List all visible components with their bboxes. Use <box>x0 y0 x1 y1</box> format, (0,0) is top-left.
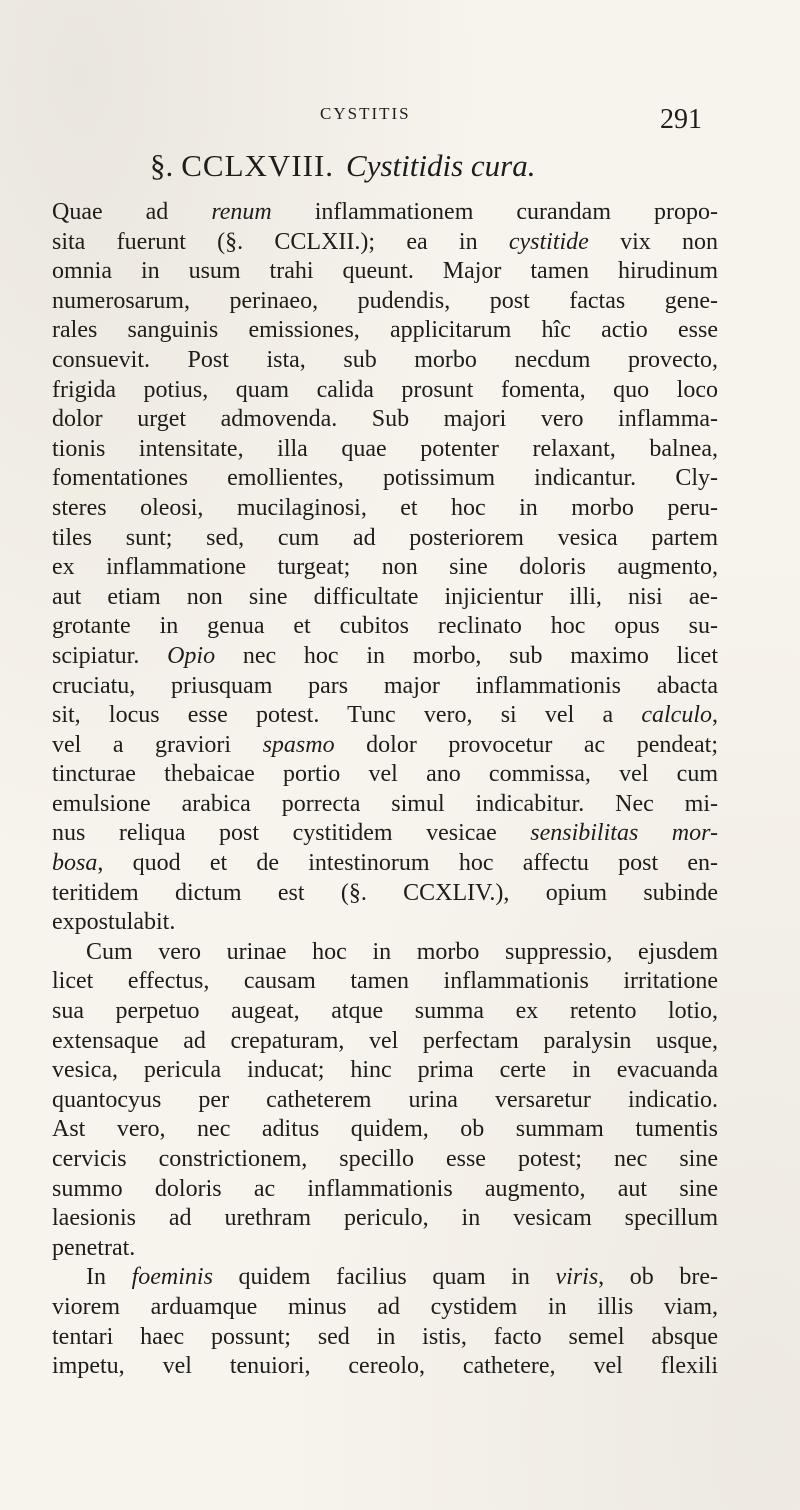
text-line <box>52 1352 718 1382</box>
text-run: In <box>86 1264 132 1291</box>
italic-text: renum <box>211 199 272 225</box>
text-run: summo doloris ac inflammationis augmento, aut sine <box>52 1175 718 1202</box>
text-line <box>52 376 718 406</box>
text-run: sita fuerunt (§. CCLXII.); ea in <box>52 228 509 255</box>
text-line <box>52 879 718 909</box>
text-run: frigida potius, quam calida prosunt fomenta, quo loco <box>52 376 718 403</box>
text-run: tentari haec possunt; sed in istis, facto semel absque <box>52 1323 718 1350</box>
text-line <box>52 583 718 613</box>
text-run: steres oleosi, mucilaginosi, et hoc in morbo peru- <box>52 494 718 521</box>
text-line <box>52 1115 718 1145</box>
text-run: emulsione arabica porrecta simul indicabitur. Nec mi- <box>52 790 718 817</box>
text-run: Quae ad <box>52 199 212 225</box>
text-run: rales sanguinis emissiones, applicitarum hîc actio esse <box>52 317 718 344</box>
text-run: nec hoc in morbo, sub maximo licet <box>215 642 718 669</box>
text-run: inflammationem curandam propo- <box>271 199 718 225</box>
text-line <box>52 672 718 702</box>
text-run: fomentationes emollientes, potissimum indicantur. Cly- <box>52 465 718 492</box>
text-line <box>52 731 718 761</box>
text-run: ex inflammatione turgeat; non sine doloris augmento, <box>52 554 718 581</box>
text-run: vel a graviori <box>52 731 263 758</box>
italic-text: calculo <box>641 702 712 729</box>
text-run: vix non <box>588 228 718 255</box>
text-line <box>52 553 718 583</box>
text-line <box>52 494 718 524</box>
italic-text: bosa <box>52 850 98 877</box>
text-line <box>52 760 718 790</box>
text-line <box>52 1056 718 1086</box>
text-run: Cum vero urinae hoc in morbo suppressio, ejusdem <box>86 938 718 965</box>
section-heading <box>150 148 536 184</box>
text-line <box>52 524 718 554</box>
section-sign: §. <box>150 148 174 183</box>
text-run: tionis intensitate, illa quae potenter relaxant, balnea, <box>52 435 718 462</box>
text-line <box>52 1204 718 1234</box>
text-line <box>52 257 718 287</box>
italic-text: sensibilitas mor- <box>530 820 718 847</box>
text-run: aut etiam non sine difficultate injicientur illi, nisi ae- <box>52 583 718 610</box>
text-line <box>52 316 718 346</box>
text-line <box>52 405 718 435</box>
text-line <box>52 287 718 317</box>
text-run: scipiatur. <box>52 642 168 669</box>
text-line <box>52 1145 718 1175</box>
text-line <box>52 997 718 1027</box>
text-line <box>52 967 718 997</box>
text-run: vesica, pericula inducat; hinc prima certe in evacuanda <box>52 1057 718 1084</box>
text-run: expostulabit. <box>52 909 176 936</box>
italic-text: viris <box>555 1264 599 1291</box>
text-line <box>52 790 718 820</box>
text-line <box>52 908 718 938</box>
text-run: cervicis constrictionem, specillo esse potest; nec sine <box>52 1146 718 1172</box>
page-number: 291 <box>660 104 702 135</box>
italic-text: cystitide <box>508 228 589 255</box>
text-run: sua perpetuo augeat, atque summa ex retento lotio, <box>52 998 718 1025</box>
text-line <box>52 819 718 849</box>
section-title: Cystitidis cura. <box>346 148 536 183</box>
body-text <box>52 198 718 1382</box>
text-line <box>52 464 718 494</box>
text-line <box>52 938 718 968</box>
text-run: licet effectus, causam tamen inflammationis irritatione <box>52 968 718 995</box>
text-line <box>52 1175 718 1205</box>
text-run: Ast vero, nec aditus quidem, ob summam tumentis <box>52 1116 718 1143</box>
text-line <box>52 1027 718 1057</box>
text-line <box>52 435 718 465</box>
text-run: , ob bre- <box>598 1264 718 1291</box>
text-line <box>52 1086 718 1116</box>
text-line <box>52 849 718 879</box>
running-head: CYSTITIS <box>320 104 411 123</box>
text-run: quantocyus per catheterem urina versaretur indicatio. <box>52 1086 718 1113</box>
text-run: penetrat. <box>52 1234 136 1261</box>
italic-text: Opio <box>167 642 216 669</box>
text-run: omnia in usum trahi queunt. Major tamen hirudinum <box>52 258 718 285</box>
section-number: CCLXVIII. <box>181 148 335 183</box>
text-run: extensaque ad crepaturam, vel perfectam paralysin usque, <box>52 1027 718 1054</box>
text-line <box>52 228 718 258</box>
text-line <box>52 701 718 731</box>
text-run: grotante in genua et cubitos reclinato hoc opus su- <box>52 613 718 640</box>
italic-text: spasmo <box>262 731 335 758</box>
text-run: sit, locus esse potest. Tunc vero, si vel a <box>52 702 642 729</box>
text-run: impetu, vel tenuiori, cereolo, cathetere, vel flexili <box>52 1353 718 1380</box>
text-run: , <box>712 702 718 729</box>
text-run: viorem arduamque minus ad cystidem in illis viam, <box>52 1293 718 1320</box>
text-line <box>52 1293 718 1323</box>
text-line <box>52 612 718 642</box>
text-line <box>52 1234 718 1264</box>
text-run: tiles sunt; sed, cum ad posteriorem vesica partem <box>52 524 718 551</box>
text-run: dolor provocetur ac pendeat; <box>334 731 718 758</box>
text-line <box>52 642 718 672</box>
text-run: dolor urget admovenda. Sub majori vero inflamma- <box>52 406 718 433</box>
text-run: teritidem dictum est (§. CCXLIV.), opium subinde <box>52 879 718 906</box>
text-line <box>52 1263 718 1293</box>
text-run: quidem facilius quam in <box>212 1264 556 1291</box>
text-run: laesionis ad urethram periculo, in vesicam specillum <box>52 1205 718 1232</box>
text-run: nus reliqua post cystitidem vesicae <box>52 820 531 847</box>
italic-text: foeminis <box>131 1264 213 1291</box>
text-run: cruciatu, priusquam pars major inflammationis abacta <box>52 672 718 699</box>
text-run: consuevit. Post ista, sub morbo necdum provecto, <box>52 346 718 373</box>
text-run: numerosarum, perinaeo, pudendis, post factas gene- <box>52 287 718 314</box>
text-run: tincturae thebaicae portio vel ano commissa, vel cum <box>52 761 718 788</box>
text-run: , quod et de intestinorum hoc affectu post en- <box>97 850 718 877</box>
text-line <box>52 346 718 376</box>
text-line <box>52 198 718 228</box>
text-line <box>52 1323 718 1353</box>
